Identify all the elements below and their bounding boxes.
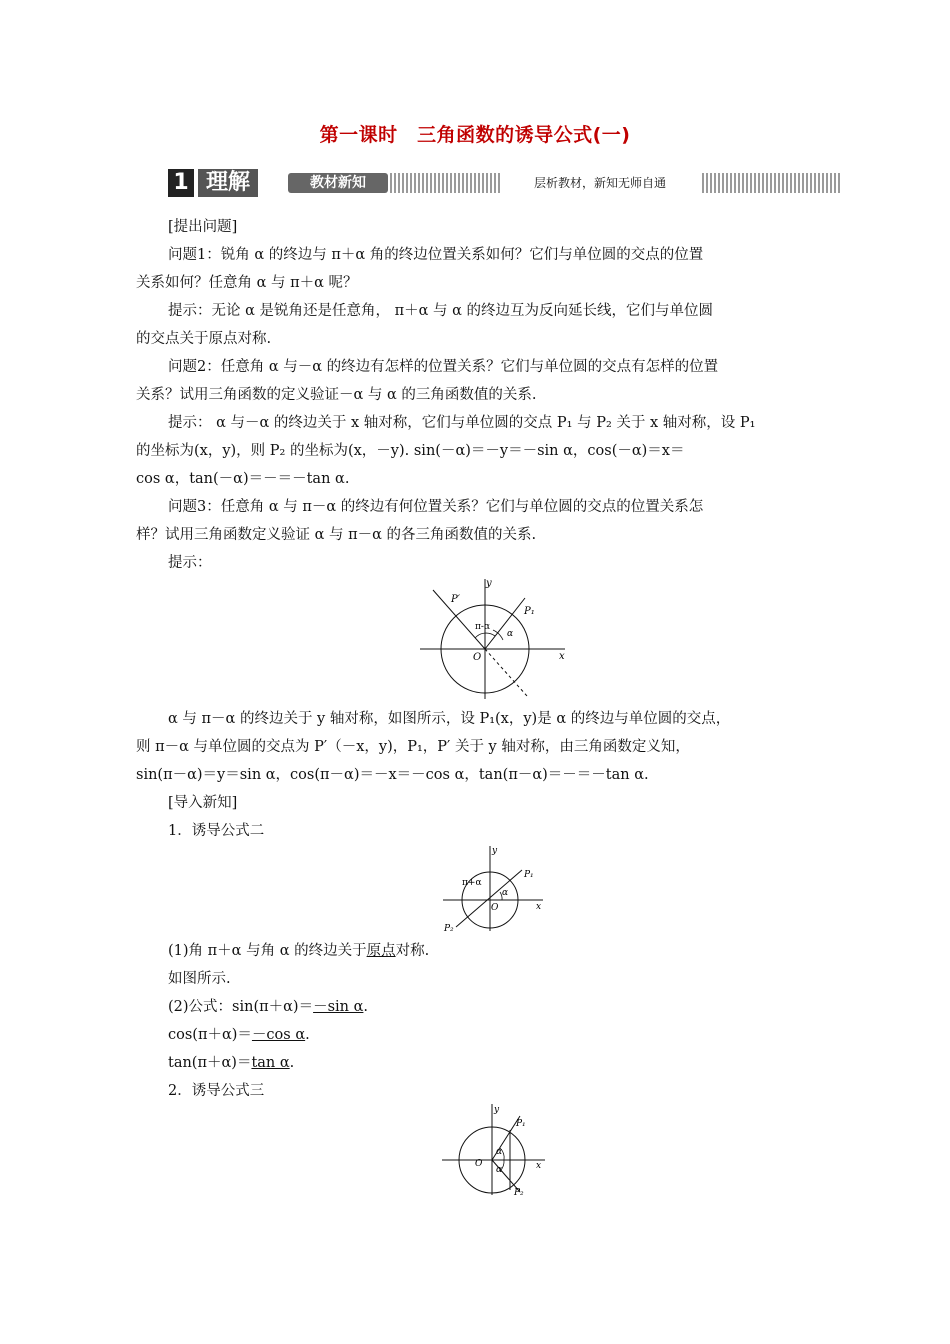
formula2-tan-text: tan(π＋α)＝ xyxy=(168,1055,252,1071)
formula2-tan-period: . xyxy=(289,1055,295,1071)
formula2-point1-tail: 对称. xyxy=(395,943,430,959)
fig2-y-label: y xyxy=(492,846,498,856)
formula2-sin-text: (2)公式：sin(π＋α)＝ xyxy=(168,999,314,1015)
figure-reflection-y-axis xyxy=(415,574,575,704)
formula2-point1-answer: 原点 xyxy=(366,943,396,959)
banner-slogan: 层析教材，新知无师自通 xyxy=(500,173,700,193)
section-header-questions: [提出问题] xyxy=(168,219,238,235)
page-title: 第一课时 三角函数的诱导公式(一) xyxy=(319,124,631,146)
fig2-x-label: x xyxy=(536,902,542,912)
fig3-alpha-lower-label: α xyxy=(496,1165,503,1175)
hint2-line1: 提示： α 与－α 的终边关于 x 轴对称，它们与单位圆的交点 P₁ 与 P₂ 关于 x 轴对称，设 P₁ xyxy=(168,415,756,431)
fig2-origin-label: O xyxy=(491,903,499,913)
question1-line2: 关系如何？任意角 α 与 π＋α 呢？ xyxy=(136,275,358,291)
fig1-pi-minus-alpha-label: π-α xyxy=(475,622,491,632)
fig1-alpha-label: α xyxy=(507,629,514,639)
banner-sub-label: 教材新知 xyxy=(288,173,388,193)
figure-x-axis-symmetry xyxy=(440,1100,555,1200)
formula2-point1-note: 如图所示. xyxy=(168,971,231,987)
fig1-pprime-label: P′ xyxy=(451,594,460,605)
section-header-new-knowledge: [导入新知] xyxy=(168,795,238,811)
formula2-title: 1．诱导公式二 xyxy=(168,823,265,839)
banner-number: 1 xyxy=(168,169,194,197)
question2-line2: 关系？试用三角函数的定义验证－α 与 α 的三角函数值的关系. xyxy=(136,387,537,403)
hint2-line2: 的坐标为(x，y)，则 P₂ 的坐标为(x，－y). sin(－α)＝－y＝－sin α，cos(－α)＝x＝ xyxy=(136,443,685,459)
formula2-cos-text: cos(π＋α)＝ xyxy=(168,1027,252,1043)
figure-origin-symmetry xyxy=(438,843,548,933)
question3-line1: 问题3：任意角 α 与 π－α 的终边有何位置关系？它们与单位圆的交点的位置关系怎 xyxy=(168,499,704,515)
hint1-line2: 的交点关于原点对称. xyxy=(136,331,272,347)
fig2-p2-label: P₂ xyxy=(444,924,454,933)
hint3-line2: 则 π－α 与单位圆的交点为 P′（－x，y)，P₁，P′ 关于 y 轴对称，由三角函数定义知， xyxy=(136,739,690,755)
hint3-line1: α 与 π－α 的终边关于 y 轴对称，如图所示，设 P₁(x，y)是 α 的终边与单位圆的交点， xyxy=(168,711,731,727)
section-banner xyxy=(168,165,842,201)
fig2-pi-plus-alpha-label: π+α xyxy=(462,878,482,888)
fig2-p1-label: P₁ xyxy=(524,870,534,880)
hint3-label: 提示： xyxy=(168,555,212,571)
hint1-line1: 提示：无论 α 是锐角还是任意角， π＋α 与 α 的终边互为反向延长线，它们与单位圆 xyxy=(168,303,714,319)
fig2-alpha-label: α xyxy=(502,888,509,898)
fig3-x-label: x xyxy=(536,1161,542,1171)
fig1-y-label: y xyxy=(486,578,492,589)
fig3-p1-label: P₁ xyxy=(516,1119,526,1129)
formula2-point1-text: (1)角 π＋α 与角 α 的终边关于 xyxy=(168,943,367,959)
fig3-y-label: y xyxy=(494,1105,500,1115)
hint2-line3: cos α，tan(－α)＝－＝－tan α. xyxy=(136,471,350,487)
formula2-sin xyxy=(168,997,848,1017)
formula2-sin-period: . xyxy=(363,999,369,1015)
hint3-line3: sin(π－α)＝y＝sin α，cos(π－α)＝－x＝－cos α，tan(π－α)＝－＝－tan α. xyxy=(136,767,649,783)
formula2-tan xyxy=(168,1053,848,1073)
formula2-point1 xyxy=(168,941,848,961)
fig3-p2-label: P₂ xyxy=(514,1188,524,1198)
question2-line1: 问题2：任意角 α 与－α 的终边有怎样的位置关系？它们与单位圆的交点有怎样的位置 xyxy=(168,359,719,375)
fig3-alpha-upper-label: α xyxy=(496,1147,503,1157)
formula2-tan-answer: tan α xyxy=(251,1055,290,1071)
banner-main-label: 理解 xyxy=(198,169,258,197)
fig1-x-label: x xyxy=(559,651,565,662)
formula3-title: 2．诱导公式三 xyxy=(168,1083,265,1099)
formula2-cos xyxy=(168,1025,848,1045)
question1-line1: 问题1：锐角 α 的终边与 π＋α 角的终边位置关系如何？它们与单位圆的交点的位置 xyxy=(168,247,704,263)
fig1-p1-label: P₁ xyxy=(524,606,535,617)
fig3-origin-label: O xyxy=(475,1159,483,1169)
fig1-origin-label: O xyxy=(473,652,482,663)
formula2-sin-answer: －sin α xyxy=(313,999,364,1015)
question3-line2: 样？试用三角函数定义验证 α 与 π－α 的各三角函数值的关系. xyxy=(136,527,537,543)
formula2-cos-period: . xyxy=(305,1027,310,1043)
formula2-cos-answer: －cos α xyxy=(251,1027,306,1043)
